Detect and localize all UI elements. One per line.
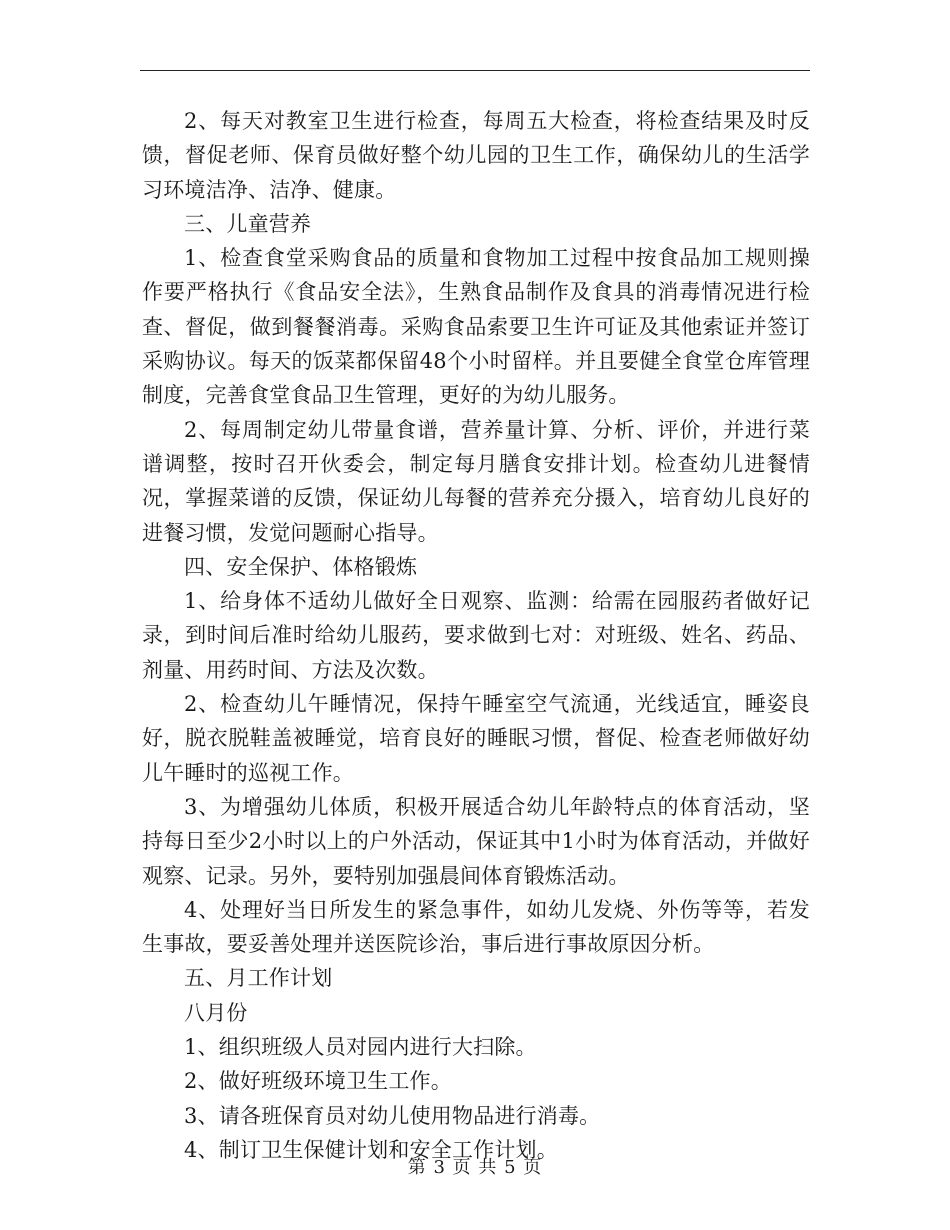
list-item: 1、组织班级人员对园内进行大扫除。: [184, 1035, 537, 1060]
list-item: 3、请各班保育员对幼儿使用物品进行消毒。: [184, 1103, 601, 1128]
paragraph: 2、每天对教室卫生进行检查，每周五大检查，将检查结果及时反馈，督促老师、保育员做好整个幼儿园的卫生工作，确保幼儿的生活学习环境洁净、洁净、健康。: [142, 109, 810, 202]
header-divider: [140, 70, 810, 71]
paragraph: 2、检查幼儿午睡情况，保持午睡室空气流通，光线适宜，睡姿良好，脱衣脱鞋盖被睡觉，培育良好的睡眠习惯，督促、检查老师做好幼儿午睡时的巡视工作。: [142, 692, 810, 785]
section-heading: 三、儿童营养: [184, 211, 312, 236]
paragraph: 2、每周制定幼儿带量食谱，营养量计算、分析、评价，并进行菜谱调整，按时召开伙委会，制定每月膳食安排计划。检查幼儿进餐情况，掌握菜谱的反馈，保证幼儿每餐的营养充分摄入，培育幼儿良好的进餐习惯，发觉问题耐心指导。: [142, 417, 810, 545]
paragraph: 3、为增强幼儿体质，积极开展适合幼儿年龄特点的体育活动，坚持每日至少2小时以上的户外活动，保证其中1小时为体育活动，并做好观察、记录。另外，要特别加强晨间体育锻炼活动。: [142, 794, 810, 888]
paragraph: 1、给身体不适幼儿做好全日观察、监测：给需在园服药者做好记录，到时间后准时给幼儿服药，要求做到七对：对班级、姓名、药品、剂量、用药时间、方法及次数。: [142, 589, 810, 682]
section-heading: 四、安全保护、体格锻炼: [184, 554, 418, 579]
paragraph: 1、检查食堂采购食品的质量和食物加工过程中按食品加工规则操作要严格执行《食品安全法》，生熟食品制作及食具的消毒情况进行检查、督促，做到餐餐消毒。采购食品索要卫生许可证及其他索证并签订采购协议。每天的饭菜都保留48个小时留样。并且要健全食堂仓库管理制度，完善食堂食品卫生管理，更好的为幼儿服务。: [142, 246, 810, 408]
list-item: 4、制订卫生保健计划和安全工作计划。: [184, 1137, 558, 1162]
subheading: 八月份: [184, 1000, 248, 1025]
page-number-footer: 第 3 页 共 5 页: [407, 1157, 543, 1178]
document-body: [142, 104, 810, 1167]
paragraph: 4、处理好当日所发生的紧急事件，如幼儿发烧、外伤等等，若发生事故，要妥善处理并送医院诊治，事后进行事故原因分析。: [142, 897, 810, 957]
list-item: 2、做好班级环境卫生工作。: [184, 1069, 452, 1094]
section-heading: 五、月工作计划: [184, 966, 333, 991]
